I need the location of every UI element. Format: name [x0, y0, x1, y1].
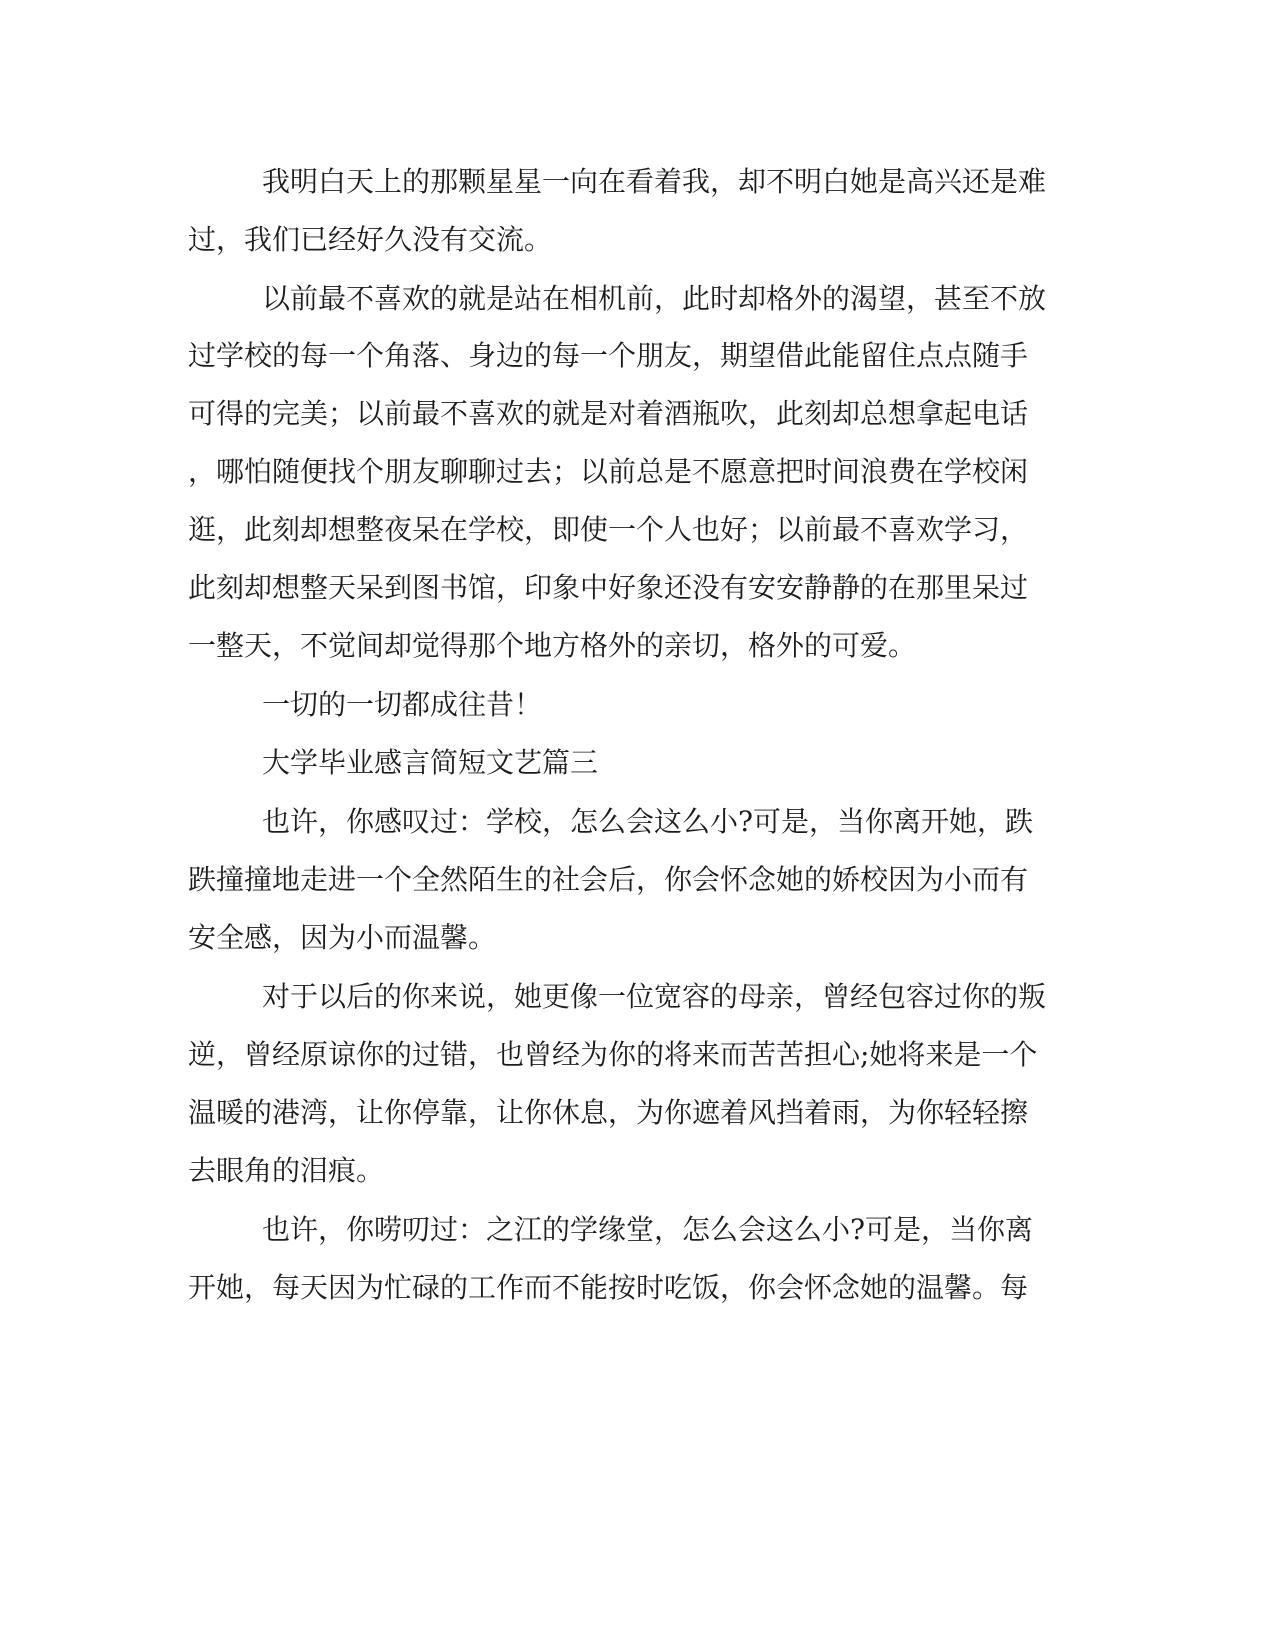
paragraph-line: 对于以后的你来说，她更像一位宽容的母亲，曾经包容过你的叛 — [262, 980, 1047, 1013]
paragraph-line: 此刻却想整天呆到图书馆，印象中好象还没有安安静静的在那里呆过 — [188, 571, 1029, 604]
paragraph-line: ，哪怕随便找个朋友聊聊过去；以前总是不愿意把时间浪费在学校闲 — [188, 455, 1029, 488]
paragraph-line: 一整天，不觉间却觉得那个地方格外的亲切，格外的可爱。 — [188, 629, 917, 662]
paragraph-line: 跌撞撞地走进一个全然陌生的社会后，你会怀念她的娇校因为小而有 — [188, 863, 1029, 896]
paragraph-line: 也许，你感叹过：学校，怎么会这么小?可是，当你离开她，跌 — [262, 805, 1034, 838]
paragraph-line: 过学校的每一个角落、身边的每一个朋友，期望借此能留住点点随手 — [188, 339, 1029, 372]
paragraph-line: 开她，每天因为忙碌的工作而不能按时吃饭，你会怀念她的温馨。每 — [188, 1271, 1029, 1304]
section-title: 大学毕业感言简短文艺篇三 — [262, 746, 599, 779]
paragraph-line: 去眼角的泪痕。 — [188, 1154, 385, 1187]
paragraph-line: 逛，此刻却想整夜呆在学校，即使一个人也好；以前最不喜欢学习， — [188, 513, 1029, 546]
paragraph-line: 一切的一切都成往昔！ — [262, 688, 543, 721]
paragraph-line: 我明白天上的那颗星星一向在看着我，却不明白她是高兴还是难 — [262, 165, 1047, 198]
paragraph-line: 逆，曾经原谅你的过错，也曾经为你的将来而苦苦担心;她将来是一个 — [188, 1038, 1038, 1071]
paragraph-line: 也许，你唠叨过：之江的学缘堂，怎么会这么小?可是，当你离 — [262, 1213, 1034, 1246]
paragraph-line: 温暖的港湾，让你停靠，让你休息，为你遮着风挡着雨，为你轻轻擦 — [188, 1096, 1029, 1129]
paragraph-line: 以前最不喜欢的就是站在相机前，此时却格外的渴望，甚至不放 — [262, 282, 1047, 315]
paragraph-line: 过，我们已经好久没有交流。 — [188, 223, 553, 256]
paragraph-line: 安全感，因为小而温馨。 — [188, 921, 497, 954]
paragraph-line: 可得的完美；以前最不喜欢的就是对着酒瓶吹，此刻却总想拿起电话 — [188, 397, 1029, 430]
